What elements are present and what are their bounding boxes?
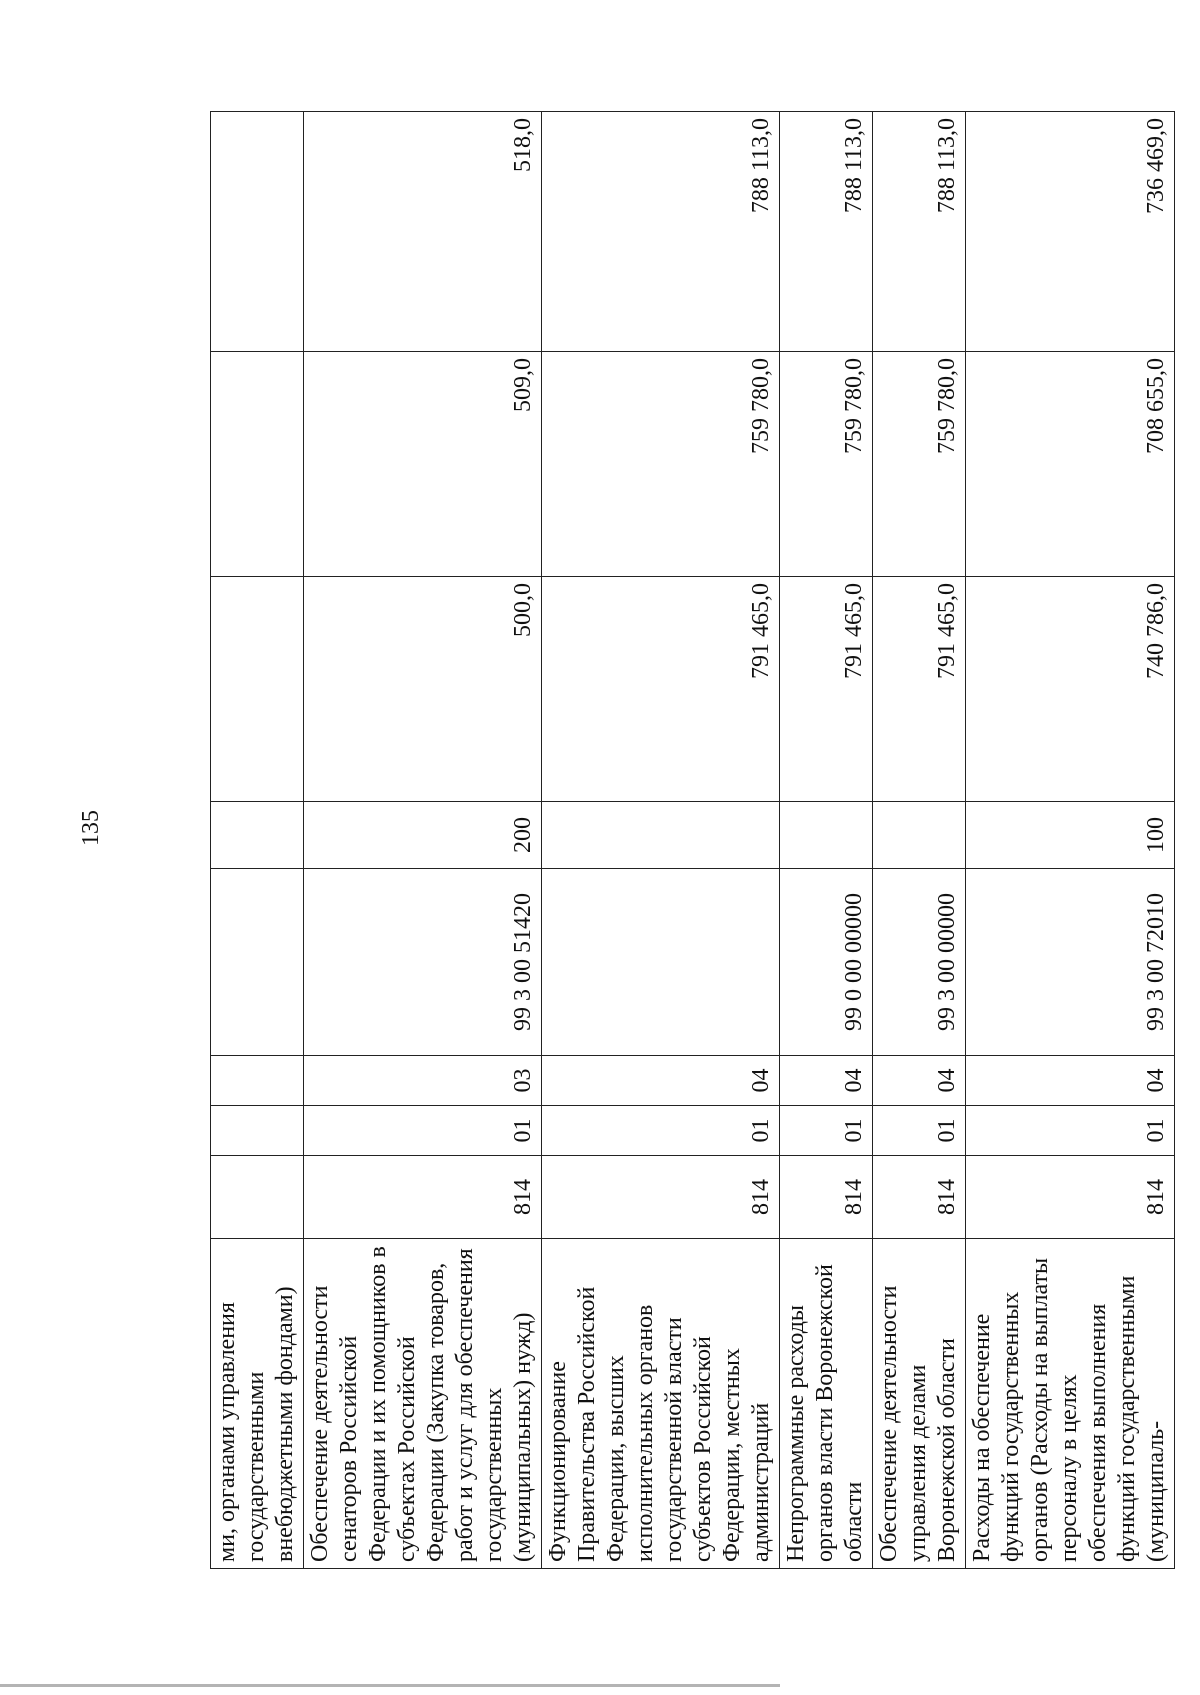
row-name: Непрограммные расходы органов власти Воронежской области [780, 1239, 873, 1569]
expense-type-code [780, 802, 873, 869]
table-row [304, 112, 542, 1569]
subsection-code: 03 [304, 1056, 542, 1106]
row-name: Обеспечение деятельности сенаторов Российской Федерации и их помощников в субъектах Российской Федерации (Закупка товаров, работ и услуг для обеспечения государственных (муниципальных) нужд) [304, 1239, 542, 1569]
section-code: 01 [542, 1106, 780, 1156]
table-row [542, 112, 780, 1569]
target-article-code: 99 3 00 00000 [873, 869, 966, 1056]
budget-table [210, 111, 1175, 1569]
amount-year-3: 788 113,0 [873, 112, 966, 352]
amount-year-1 [211, 577, 304, 802]
row-name: Функционирование Правительства Российской Федерации, высших исполнительных органов государственной власти субъектов Российской Федерации, местных администраций [542, 1239, 780, 1569]
expense-type-code: 200 [304, 802, 542, 869]
target-article-code [211, 869, 304, 1056]
target-article-code: 99 3 00 72010 [966, 869, 1175, 1056]
amount-year-1: 791 465,0 [780, 577, 873, 802]
subsection-code: 04 [966, 1056, 1175, 1106]
admin-code [211, 1156, 304, 1239]
amount-year-1: 500,0 [304, 577, 542, 802]
subsection-code [211, 1056, 304, 1106]
amount-year-3: 518,0 [304, 112, 542, 352]
amount-year-1: 791 465,0 [542, 577, 780, 802]
table-row [780, 112, 873, 1569]
admin-code: 814 [304, 1156, 542, 1239]
amount-year-3: 788 113,0 [780, 112, 873, 352]
amount-year-3: 788 113,0 [542, 112, 780, 352]
amount-year-2: 509,0 [304, 352, 542, 577]
amount-year-1: 740 786,0 [966, 577, 1175, 802]
section-code: 01 [304, 1106, 542, 1156]
amount-year-2: 759 780,0 [780, 352, 873, 577]
amount-year-2: 759 780,0 [873, 352, 966, 577]
subsection-code: 04 [780, 1056, 873, 1106]
amount-year-3 [211, 112, 304, 352]
amount-year-2: 708 655,0 [966, 352, 1175, 577]
amount-year-2: 759 780,0 [542, 352, 780, 577]
expense-type-code: 100 [966, 802, 1175, 869]
amount-year-1: 791 465,0 [873, 577, 966, 802]
amount-year-3: 736 469,0 [966, 112, 1175, 352]
budget-table-rotated [210, 112, 1169, 1569]
admin-code: 814 [873, 1156, 966, 1239]
row-name: Расходы на обеспечение функций государственных органов (Расходы на выплаты персоналу в целях обеспечения выполнения функций государственными (муниципаль- [966, 1239, 1175, 1569]
section-code: 01 [966, 1106, 1175, 1156]
expense-type-code [542, 802, 780, 869]
target-article-code: 99 3 00 51420 [304, 869, 542, 1056]
scan-edge-rule [0, 1684, 780, 1687]
target-article-code [542, 869, 780, 1056]
admin-code: 814 [542, 1156, 780, 1239]
section-code: 01 [873, 1106, 966, 1156]
expense-type-code [211, 802, 304, 869]
target-article-code: 99 0 00 00000 [780, 869, 873, 1056]
table-row [966, 112, 1175, 1569]
row-name: ми, органами управления государственными внебюджетными фондами) [211, 1239, 304, 1569]
row-name: Обеспечение деятельности управления делами Воронежской области [873, 1239, 966, 1569]
page-number: 135 [78, 810, 104, 846]
admin-code: 814 [966, 1156, 1175, 1239]
subsection-code: 04 [542, 1056, 780, 1106]
admin-code: 814 [780, 1156, 873, 1239]
section-code: 01 [780, 1106, 873, 1156]
expense-type-code [873, 802, 966, 869]
table-row [873, 112, 966, 1569]
amount-year-2 [211, 352, 304, 577]
section-code [211, 1106, 304, 1156]
subsection-code: 04 [873, 1056, 966, 1106]
table-row [211, 112, 304, 1569]
